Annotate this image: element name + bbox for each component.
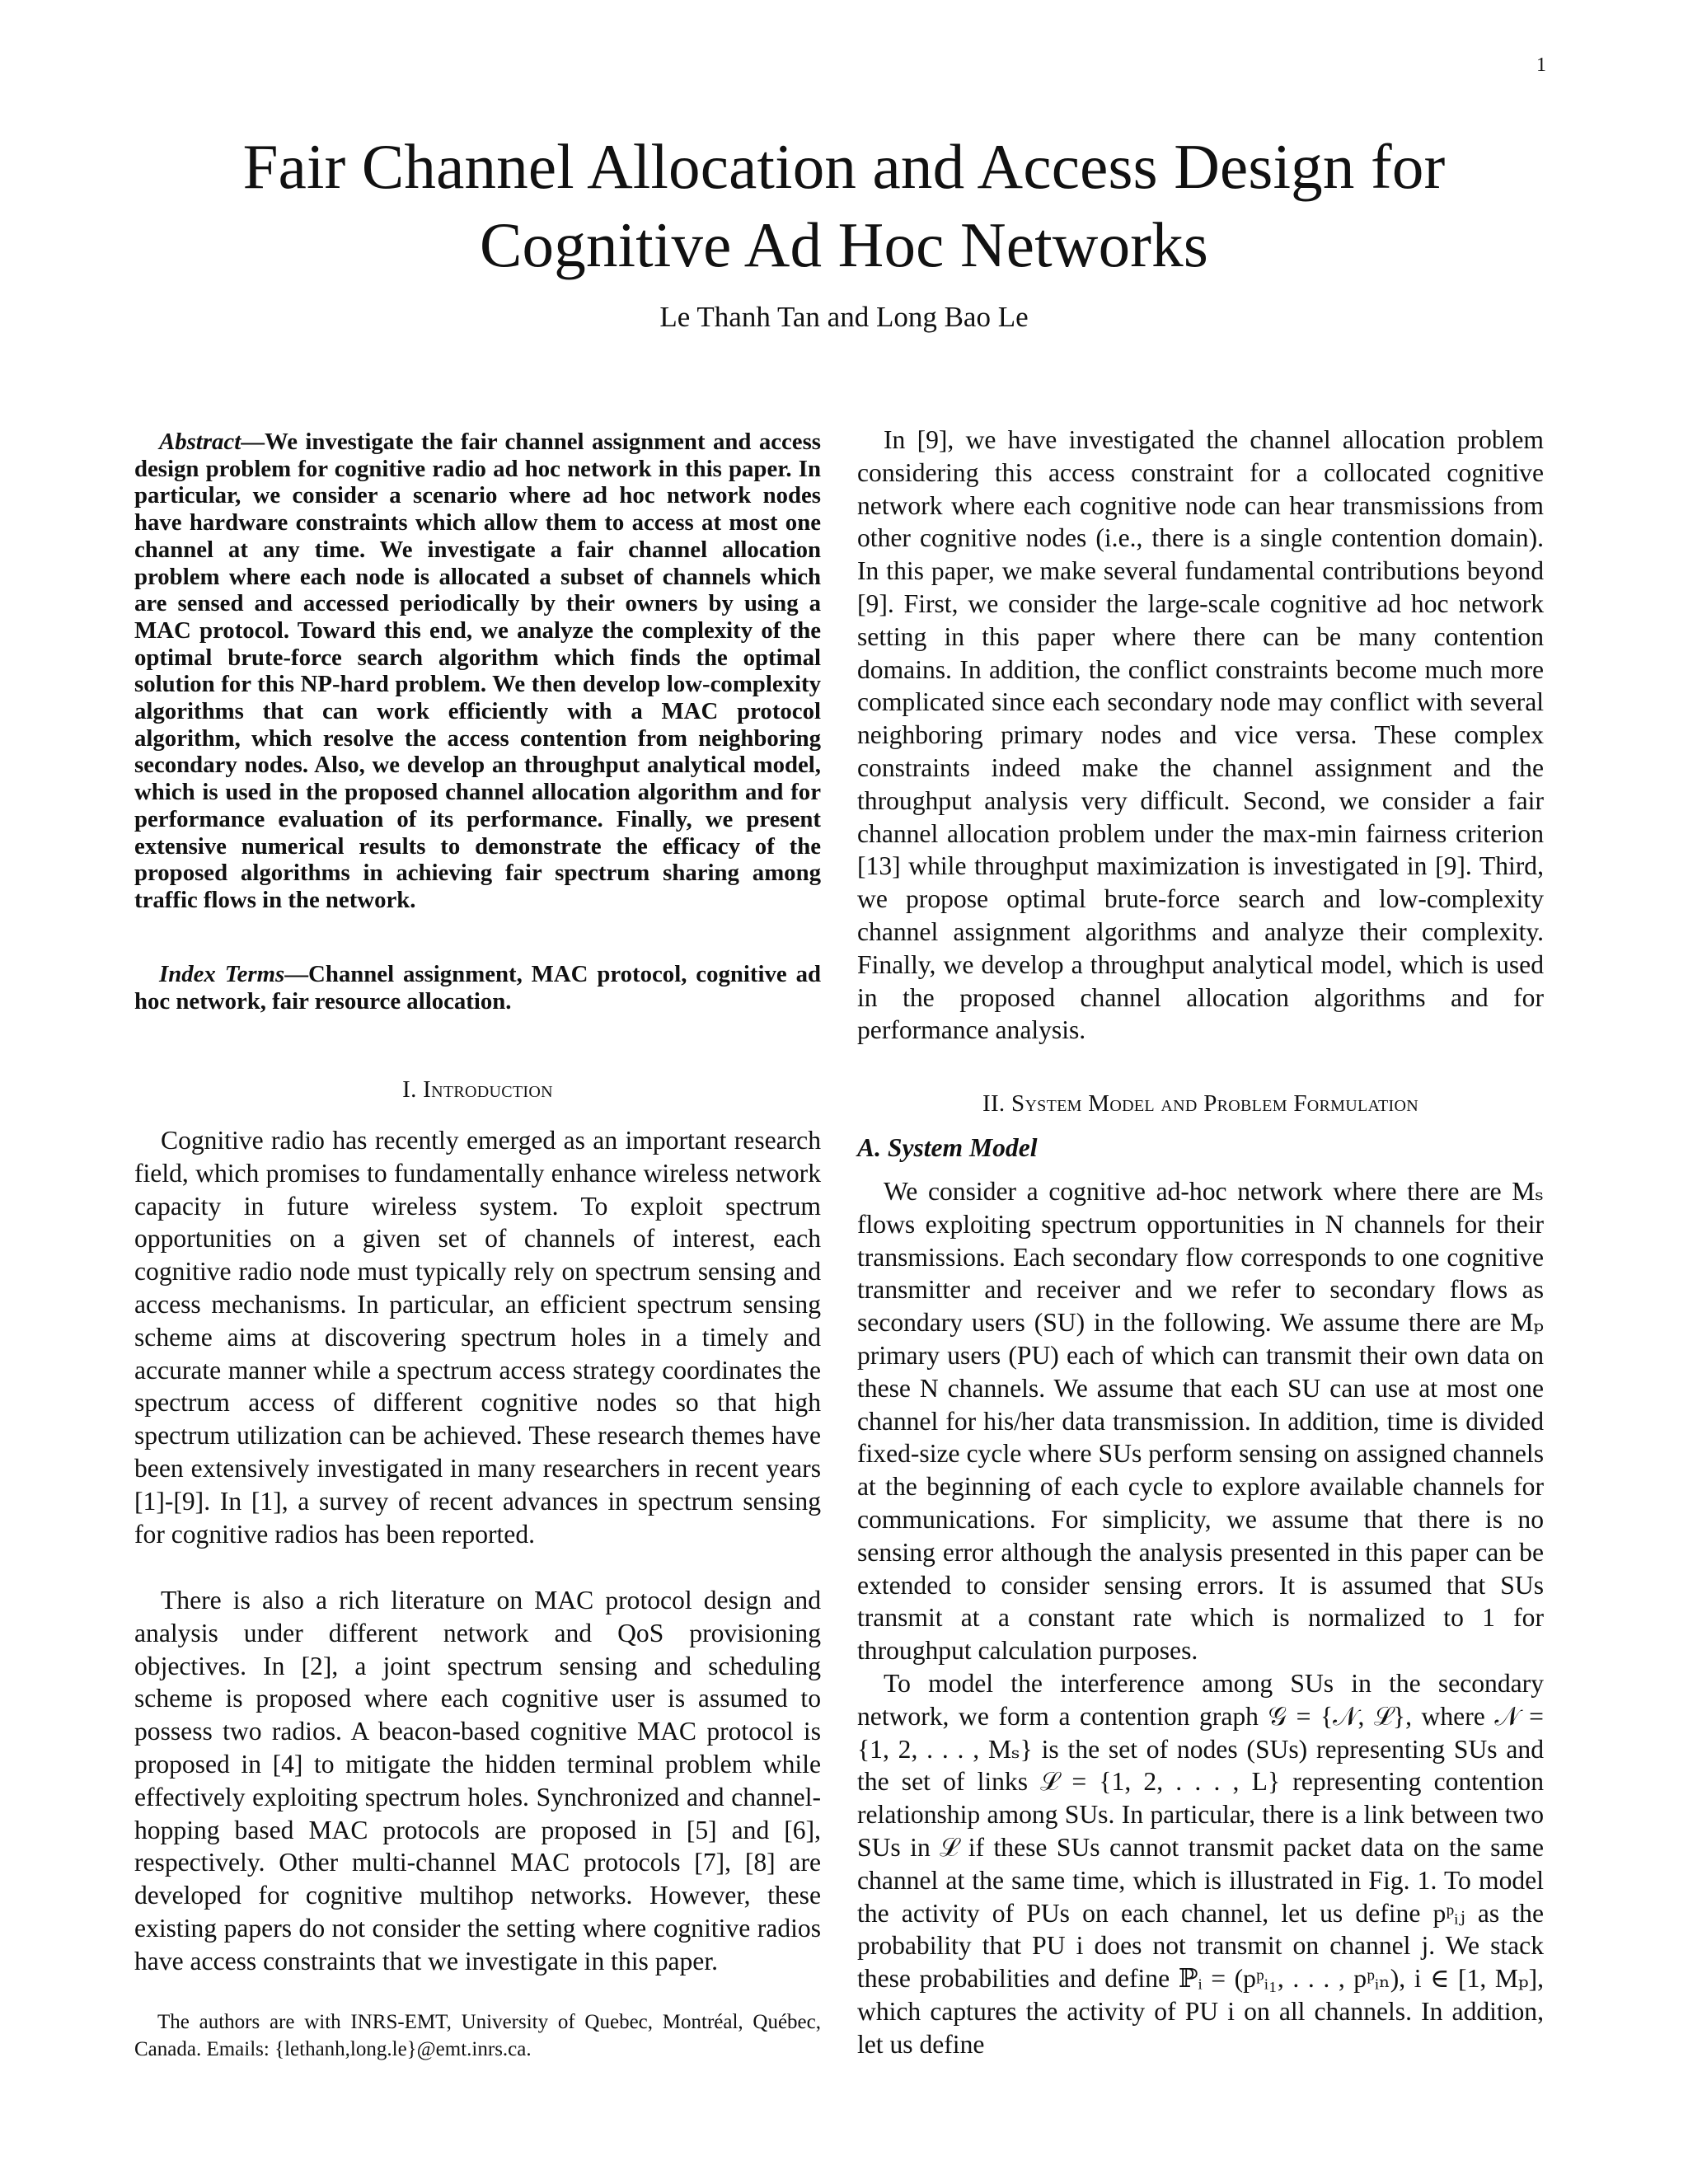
section-number: I. <box>402 1076 424 1103</box>
author-affiliation-footnote: The authors are with INRS-EMT, University of Quebec, Montréal, Québec, Canada. Emails: {lethanh,long.le}@emt.inrs.ca. <box>134 2011 821 2060</box>
page-number: 1 <box>1536 54 1546 76</box>
system-model-paragraph-1: We consider a cognitive ad-hoc network where there are Mₛ flows exploiting spectrum opportunities in N channels for their transmissions. Each secondary flow corresponds to one cognitive transmitter and receiver and we refer to secondary flows as secondary users (SU) in the following. We assume there are Mₚ primary users (PU) each of which can transmit their own data on these N channels. We assume that each SU can use at most one channel for his/her data transmission. In addition, time is divided fixed-size cycle where SUs perform sensing on assigned channels at the beginning of each cycle to explore available channels for communications. For simplicity, we assume that there is no sensing error although the analysis presented in this paper can be extended to consider sensing errors. It is assumed that SUs transmit at a constant rate which is normalized to 1 for throughput calculation purposes. <box>857 1177 1544 1666</box>
subsection-heading-system-model: A. System Model <box>857 1133 1038 1162</box>
index-terms-text: —Channel assignment, MAC protocol, cognitive ad hoc network, fair resource allocation. <box>134 961 821 1015</box>
abstract-text: —We investigate the fair channel assignment and access design problem for cognitive radio ad hoc network in this paper. In particular, we consider a scenario where ad hoc network nodes have hardware constraints which allow them to access at most one channel at any time. We investigate a fair channel allocation problem where each node is allocated a subset of channels which are sensed and accessed periodically by their owners by using a MAC protocol. Toward this end, we analyze the complexity of the optimal brute-force search algorithm which finds the optimal solution for this NP-hard problem. We then develop low-complexity algorithms that can work efficiently with a MAC protocol algorithm, which resolve the access contention from neighboring secondary nodes. Also, we develop an throughput analytical model, which is used in the proposed channel allocation algorithm and for performance evaluation of its performance. Finally, we present extensive numerical results to demonstrate the efficacy of the proposed algorithms in achieving fair spectrum sharing among traffic flows in the network. <box>134 429 821 913</box>
section-title: System Model and Problem Formulation <box>1011 1090 1418 1117</box>
intro-paragraph-1: Cognitive radio has recently emerged as an important research field, which promises to fundamentally enhance wireless network capacity in future wireless system. To exploit spectrum opportunities on a given set of channels of interest, each cognitive radio node must typically rely on spectrum sensing and access mechanisms. In particular, an efficient spectrum sensing scheme aims at discovering spectrum holes in a timely and accurate manner while a spectrum access strategy coordinates the spectrum access of different cognitive nodes so that high spectrum utilization can be achieved. These research themes have been extensively investigated in many researchers in recent years [1]-[9]. In [1], a survey of recent advances in spectrum sensing for cognitive radios has been reported. <box>134 1126 821 1549</box>
abstract-lead: Abstract <box>159 429 241 455</box>
intro-paragraph-2: There is also a rich literature on MAC protocol design and analysis under different network and QoS provisioning objectives. In [2], a joint spectrum sensing and scheduling scheme is proposed where each cognitive user is assumed to possess two radios. A beacon-based cognitive MAC protocol is proposed in [4] to mitigate the hidden terminal problem while effectively exploiting spectrum holes. Synchronized and channel-hopping based MAC protocols are proposed in [5] and [6], respectively. Other multi-channel MAC protocols [7], [8] are developed for cognitive multihop networks. However, these existing papers do not consider the setting where cognitive radios have access constraints that we investigate in this paper. <box>134 1586 821 1975</box>
abstract <box>134 429 821 914</box>
author-list: Le Thanh Tan and Long Bao Le <box>659 301 1029 333</box>
section-heading-introduction <box>134 1076 821 1104</box>
section-title: Introduction <box>423 1076 553 1103</box>
section-number: II. <box>982 1090 1012 1117</box>
section-heading-system-model <box>857 1090 1544 1118</box>
index-terms-lead: Index Terms <box>159 961 285 987</box>
index-terms <box>134 961 821 1015</box>
contributions-paragraph: In [9], we have investigated the channel allocation problem considering this access constraint for a collocated cognitive network where each cognitive node can hear transmissions from other cognitive nodes (i.e., there is a single contention domain). In this paper, we make several fundamental contributions beyond [9]. First, we consider the large-scale cognitive ad hoc network setting in this paper where there can be many contention domains. In addition, the conflict constraints become much more complicated since each secondary node may conflict with several neighboring primary nodes and vice versa. These complex constraints indeed make the channel assignment and the throughput analysis very difficult. Second, we consider a fair channel allocation problem under the max-min fairness criterion [13] while throughput maximization is investigated in [9]. Third, we propose optimal brute-force search and low-complexity channel assignment algorithms and analyze their complexity. Finally, we develop a throughput analytical model, which is used in the proposed channel allocation algorithms and for performance analysis. <box>857 425 1544 1045</box>
system-model-paragraph-2: To model the interference among SUs in the secondary network, we form a contention graph 𝒢 = {𝒩, ℒ}, where 𝒩 = {1, 2, . . . , Mₛ} is the set of nodes (SUs) representing SUs and the set of links ℒ = {1, 2, . . . , L} representing contention relationship among SUs. In particular, there is a link between two SUs in ℒ if these SUs cannot transmit packet data on the same channel at the same time, which is illustrated in Fig. 1. To model the activity of PUs on each channel, let us define pᵖᵢⱼ as the probability that PU i does not transmit on channel j. We stack these probabilities and define ℙᵢ = (pᵖᵢ₁, . . . , pᵖᵢₙ), i ∈ [1, Mₚ], which captures the activity of PU i on all channels. In addition, let us define <box>857 1669 1544 2059</box>
paper-title: Fair Channel Allocation and Access Design for Cognitive Ad Hoc Networks <box>242 131 1446 280</box>
